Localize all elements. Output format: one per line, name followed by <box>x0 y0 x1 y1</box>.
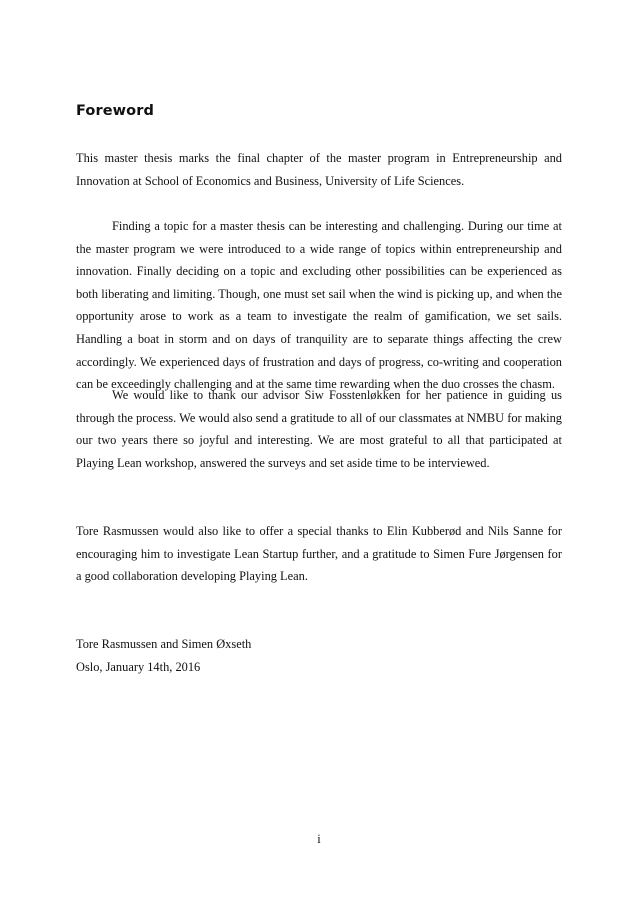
page-number: i <box>317 832 321 846</box>
signature-date: Oslo, January 14th, 2016 <box>76 660 201 674</box>
signature-names: Tore Rasmussen and Simen Øxseth <box>76 637 252 651</box>
paragraph-special-thanks: Tore Rasmussen would also like to offer a special thanks to Elin Kubberød and Nils Sanne for encouraging him to investigate Lean Startup further, and a gratitude to Simen Fure Jørgensen for a good collaboration developing Playing Lean. <box>76 524 562 584</box>
page-title: Foreword <box>76 103 154 119</box>
paragraph-topic: Finding a topic for a master thesis can be interesting and challenging. During our time at the master program we were introduced to a wide range of topics within entrepreneurship and innovation. Finally deciding on a topic and excluding other possibilities can be experienced as both liberating and limiting. Though, one must set sail when the wind is picking up, and when the opportunity arose to work as a team to investigate the realm of gamification, we set sails. Handling a boat in storm and on days of tranquility are to separate things affecting the crew accordingly. We experienced days of frustration and days of progress, co-writing and cooperation can be exceedingly challenging and at the same time rewarding when the duo crosses the chasm. <box>76 219 562 392</box>
paragraph-intro: This master thesis marks the final chapter of the master program in Entrepreneurship and Innovation at School of Economics and Business, University of Life Sciences. <box>76 151 562 188</box>
paragraph-thanks: We would like to thank our advisor Siw Fosstenløkken for her patience in guiding us through the process. We would also send a gratitude to all of our classmates at NMBU for making our two years there so joyful and interesting. We are most grateful to all that participated at Playing Lean workshop, answered the surveys and set aside time to be interviewed. <box>76 388 562 470</box>
